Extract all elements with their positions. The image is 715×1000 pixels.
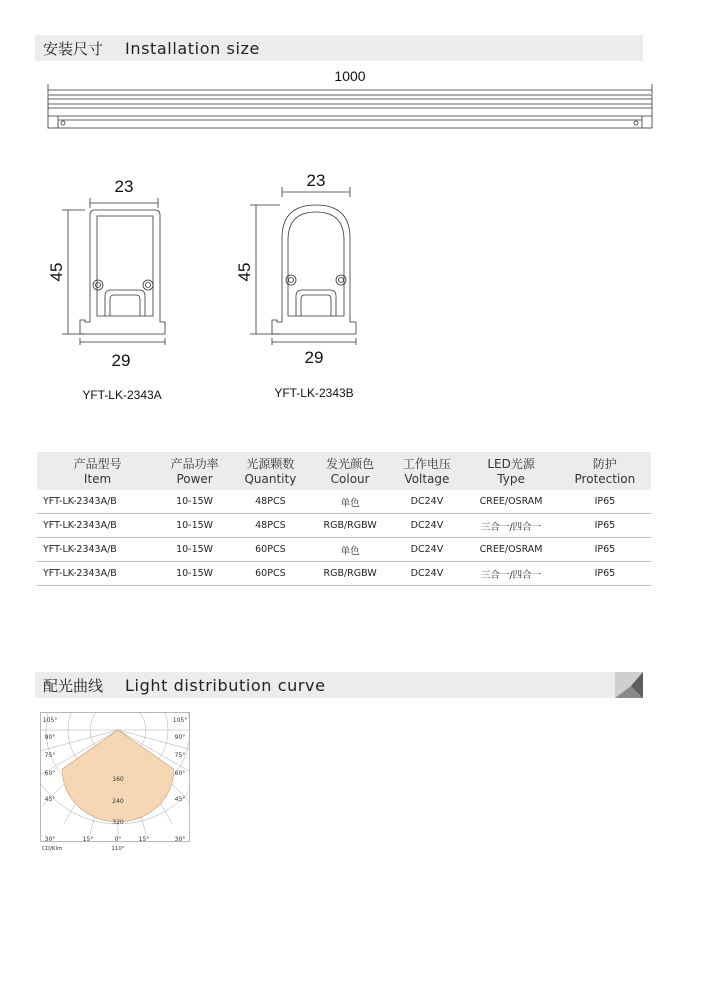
angle-right-0: 105° xyxy=(172,717,188,724)
cell-type: CREE/OSRAM xyxy=(463,490,558,514)
profile-a-top-width: 23 xyxy=(114,177,134,196)
radial-value-0: 160 xyxy=(112,776,124,783)
radial-value-2: 320 xyxy=(112,819,124,826)
cell-item: YFT-LK-2343A/B xyxy=(37,538,158,562)
cell-protection: IP65 xyxy=(559,562,651,586)
profile-b-bottom-width: 29 xyxy=(304,348,324,367)
table-row xyxy=(37,514,651,538)
cell-power: 10-15W xyxy=(158,514,231,538)
cell-voltage: DC24V xyxy=(391,538,464,562)
cell-quantity: 48PCS xyxy=(231,514,310,538)
cell-type: 三合一/四合一 xyxy=(463,562,558,586)
cell-voltage: DC24V xyxy=(391,490,464,514)
cell-power: 10-15W xyxy=(158,562,231,586)
angle-right-5: 30° xyxy=(174,836,186,843)
cell-quantity: 60PCS xyxy=(231,562,310,586)
cell-quantity: 60PCS xyxy=(231,538,310,562)
cell-quantity: 48PCS xyxy=(231,490,310,514)
profile-b-top-width: 23 xyxy=(306,171,326,190)
cell-colour: 单色 xyxy=(310,490,391,514)
angle-left-5: 30° xyxy=(44,836,56,843)
table-row xyxy=(37,562,651,586)
angle-right-1: 90° xyxy=(174,734,186,741)
angle-right-3: 60° xyxy=(174,770,186,777)
angle-left-4: 45° xyxy=(44,796,56,803)
profile-a-bottom-width: 29 xyxy=(111,351,131,370)
cell-colour: 单色 xyxy=(310,538,391,562)
cell-item: YFT-LK-2343A/B xyxy=(37,562,158,586)
curve-title-en: Light distribution curve xyxy=(125,675,326,695)
cell-voltage: DC24V xyxy=(391,562,464,586)
profile-a-drawing xyxy=(62,198,165,345)
header-voltage: 工作电压 Voltage xyxy=(391,452,464,490)
table-row xyxy=(37,490,651,514)
cell-protection: IP65 xyxy=(559,538,651,562)
profile-a-model: YFT-LK-2343A xyxy=(82,388,162,402)
table-row xyxy=(37,538,651,562)
profile-b-drawing xyxy=(250,187,356,345)
installation-title-zh: 安装尺寸 xyxy=(43,39,104,58)
angle-bottom-2: 15° xyxy=(138,836,150,843)
cell-colour: RGB/RGBW xyxy=(310,562,391,586)
cell-type: 三合一/四合一 xyxy=(463,514,558,538)
angle-left-1: 90° xyxy=(44,734,56,741)
corner-decoration-icon xyxy=(615,672,643,698)
header-type: LED光源 Type xyxy=(463,452,558,490)
cell-protection: IP65 xyxy=(559,490,651,514)
length-dimension-label: 1000 xyxy=(334,68,366,84)
spec-table xyxy=(37,452,651,586)
light-distribution-curve xyxy=(40,712,190,852)
profile-b-height: 45 xyxy=(235,262,254,282)
angle-left-2: 75° xyxy=(44,752,56,759)
angle-bottom-1: 0° xyxy=(114,836,122,843)
profile-a-height: 45 xyxy=(47,262,66,282)
cell-type: CREE/OSRAM xyxy=(463,538,558,562)
cell-voltage: DC24V xyxy=(391,514,464,538)
curve-title-zh: 配光曲线 xyxy=(43,676,104,695)
profile-b-model: YFT-LK-2343B xyxy=(274,386,354,400)
header-colour: 发光颜色 Colour xyxy=(310,452,391,490)
header-item: 产品型号 Item xyxy=(37,452,158,490)
cell-item: YFT-LK-2343A/B xyxy=(37,514,158,538)
cell-item: YFT-LK-2343A/B xyxy=(37,490,158,514)
spec-table-header xyxy=(37,452,651,490)
beam-angle: 110° xyxy=(111,846,125,852)
angle-bottom-0: 15° xyxy=(82,836,94,843)
angle-left-3: 60° xyxy=(44,770,56,777)
cell-power: 10-15W xyxy=(158,538,231,562)
header-protection: 防护 Protection xyxy=(559,452,651,490)
radial-value-1: 240 xyxy=(112,798,124,805)
angle-right-2: 75° xyxy=(174,752,186,759)
angle-right-4: 45° xyxy=(174,796,186,803)
header-power: 产品功率 Power xyxy=(158,452,231,490)
installation-drawing xyxy=(0,0,715,420)
header-quantity: 光源颗数 Quantity xyxy=(231,452,310,490)
cell-colour: RGB/RGBW xyxy=(310,514,391,538)
installation-title-en: Installation size xyxy=(125,38,260,58)
angle-left-0: 105° xyxy=(42,717,58,724)
side-view-bar xyxy=(48,95,652,128)
cell-protection: IP65 xyxy=(559,514,651,538)
cell-power: 10-15W xyxy=(158,490,231,514)
curve-unit: CD/Klm xyxy=(42,846,63,852)
light-distribution-header xyxy=(35,672,643,698)
